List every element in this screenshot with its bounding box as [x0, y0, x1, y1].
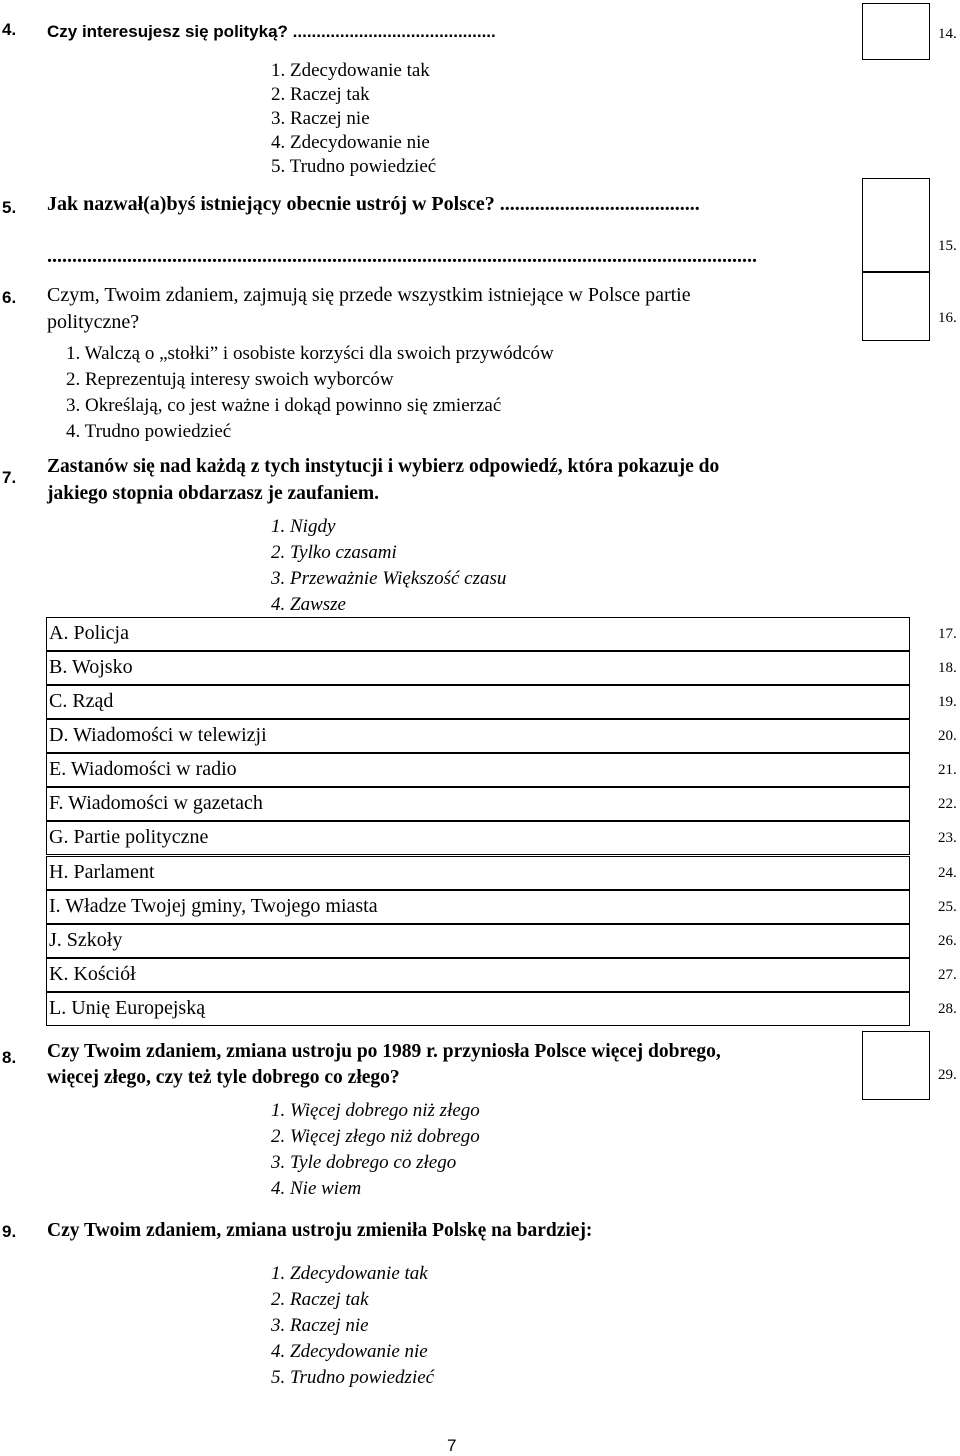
- institution-row: [46, 856, 910, 890]
- institution-row: [46, 617, 910, 651]
- q9-option: 3. Raczej nie: [271, 1315, 369, 1336]
- q6-number: 6.: [2, 288, 17, 307]
- institution-label: A. Policja: [49, 622, 129, 644]
- q8-option: 3. Tyle dobrego co złego: [271, 1152, 457, 1173]
- institution-code: 22.: [938, 796, 957, 812]
- institution-row: [46, 787, 910, 821]
- institution-label: D. Wiadomości w telewizji: [49, 724, 267, 746]
- q8-option: 2. Więcej złego niż dobrego: [271, 1126, 480, 1147]
- q7-text-line2: jakiego stopnia obdarzasz je zaufaniem.: [47, 483, 380, 504]
- q5-number: 5.: [2, 198, 17, 217]
- institution-code: 26.: [938, 933, 957, 949]
- q6-answer-box[interactable]: [862, 272, 930, 341]
- institution-code: 24.: [938, 865, 957, 881]
- q9-option: 2. Raczej tak: [271, 1289, 369, 1310]
- institution-row: [46, 719, 910, 753]
- institution-code: 17.: [938, 626, 957, 642]
- institution-code: 25.: [938, 899, 957, 915]
- institution-label: G. Partie polityczne: [49, 826, 209, 848]
- q4-code: 14.: [938, 26, 957, 42]
- q6-text-line2: polityczne?: [47, 311, 140, 333]
- institution-row: [46, 992, 910, 1026]
- institution-row: [46, 890, 910, 924]
- q6-text-line1: Czym, Twoim zdaniem, zajmują się przede wszystkim istniejące w Polsce partie: [47, 284, 691, 306]
- institution-label: B. Wojsko: [49, 656, 133, 678]
- institution-code: 27.: [938, 967, 957, 983]
- q8-options: [271, 1098, 480, 1202]
- institution-label: J. Szkoły: [49, 929, 123, 951]
- institution-label: E. Wiadomości w radio: [49, 758, 237, 780]
- institution-code: 19.: [938, 694, 957, 710]
- q8-text-line2: więcej złego, czy też tyle dobrego co złego?: [47, 1067, 400, 1088]
- q5-code: 15.: [938, 238, 957, 254]
- institution-row: [46, 821, 910, 855]
- institution-code: 21.: [938, 762, 957, 778]
- q9-option: 4. Zdecydowanie nie: [271, 1341, 428, 1362]
- q4-number: 4.: [2, 20, 17, 39]
- q7-text-line1: Zastanów się nad każdą z tych instytucji i wybierz odpowiedź, która pokazuje do: [47, 456, 720, 477]
- q8-number: 8.: [2, 1048, 17, 1067]
- institution-row: [46, 958, 910, 992]
- institution-row: [46, 685, 910, 719]
- q7-scale-option: 4. Zawsze: [271, 594, 346, 615]
- page-number: 7: [447, 1436, 457, 1455]
- q4-option: 3. Raczej nie: [271, 108, 370, 129]
- institution-code: 28.: [938, 1001, 957, 1017]
- q9-number: 9.: [2, 1222, 17, 1241]
- q8-code: 29.: [938, 1067, 957, 1083]
- q5-answer-box[interactable]: [862, 178, 930, 272]
- q8-option: 1. Więcej dobrego niż złego: [271, 1100, 480, 1121]
- institution-code: 18.: [938, 660, 957, 676]
- q7-number: 7.: [2, 468, 17, 487]
- institution-row: [46, 924, 910, 958]
- institution-label: K. Kościół: [49, 963, 136, 985]
- q4-options: [271, 59, 436, 179]
- institution-label: H. Parlament: [49, 861, 155, 883]
- q7-scale: [271, 514, 506, 618]
- q7-scale-option: 1. Nigdy: [271, 516, 336, 537]
- institution-row: [46, 753, 910, 787]
- q5-text: Jak nazwał(a)byś istniejący obecnie ustrój w Polsce? ........................................: [47, 193, 700, 215]
- q9-options: [271, 1261, 434, 1391]
- q6-option: 4. Trudno powiedzieć: [66, 421, 232, 442]
- institution-label: C. Rząd: [49, 690, 114, 712]
- q6-code: 16.: [938, 310, 957, 326]
- q4-text: Czy interesujesz się polityką? ...........................................: [47, 22, 496, 41]
- institution-label: I. Władze Twojej gminy, Twojego miasta: [49, 895, 378, 917]
- q4-option: 2. Raczej tak: [271, 84, 370, 105]
- q7-scale-option: 2. Tylko czasami: [271, 542, 397, 563]
- q8-text-line1: Czy Twoim zdaniem, zmiana ustroju po 1989 r. przyniosła Polsce więcej dobrego,: [47, 1041, 721, 1062]
- institution-label: L. Unię Europejską: [49, 997, 206, 1019]
- q6-option: 3. Określają, co jest ważne i dokąd powinno się zmierzać: [66, 395, 502, 416]
- q8-option: 4. Nie wiem: [271, 1178, 362, 1199]
- q6-option: 2. Reprezentują interesy swoich wyborców: [66, 369, 394, 390]
- q4-option: 5. Trudno powiedzieć: [271, 156, 437, 177]
- q9-text: Czy Twoim zdaniem, zmiana ustroju zmieniła Polskę na bardziej:: [47, 1220, 593, 1241]
- q9-option: 5. Trudno powiedzieć: [271, 1367, 435, 1388]
- q4-answer-box[interactable]: [862, 3, 930, 60]
- institution-row: [46, 651, 910, 685]
- q6-options: [66, 341, 554, 445]
- institution-label: F. Wiadomości w gazetach: [49, 792, 263, 814]
- q4-option: 1. Zdecydowanie tak: [271, 60, 430, 81]
- q4-option: 4. Zdecydowanie nie: [271, 132, 430, 153]
- institution-code: 23.: [938, 830, 957, 846]
- q8-answer-box[interactable]: [862, 1031, 930, 1100]
- q6-option: 1. Walczą o „stołki” i osobiste korzyści dla swoich przywódców: [66, 343, 554, 364]
- q7-scale-option: 3. Przeważnie Większość czasu: [271, 568, 507, 589]
- institution-code: 20.: [938, 728, 957, 744]
- q9-option: 1. Zdecydowanie tak: [271, 1263, 428, 1284]
- q5-continuation: ..............................................................................................................................................: [47, 245, 757, 267]
